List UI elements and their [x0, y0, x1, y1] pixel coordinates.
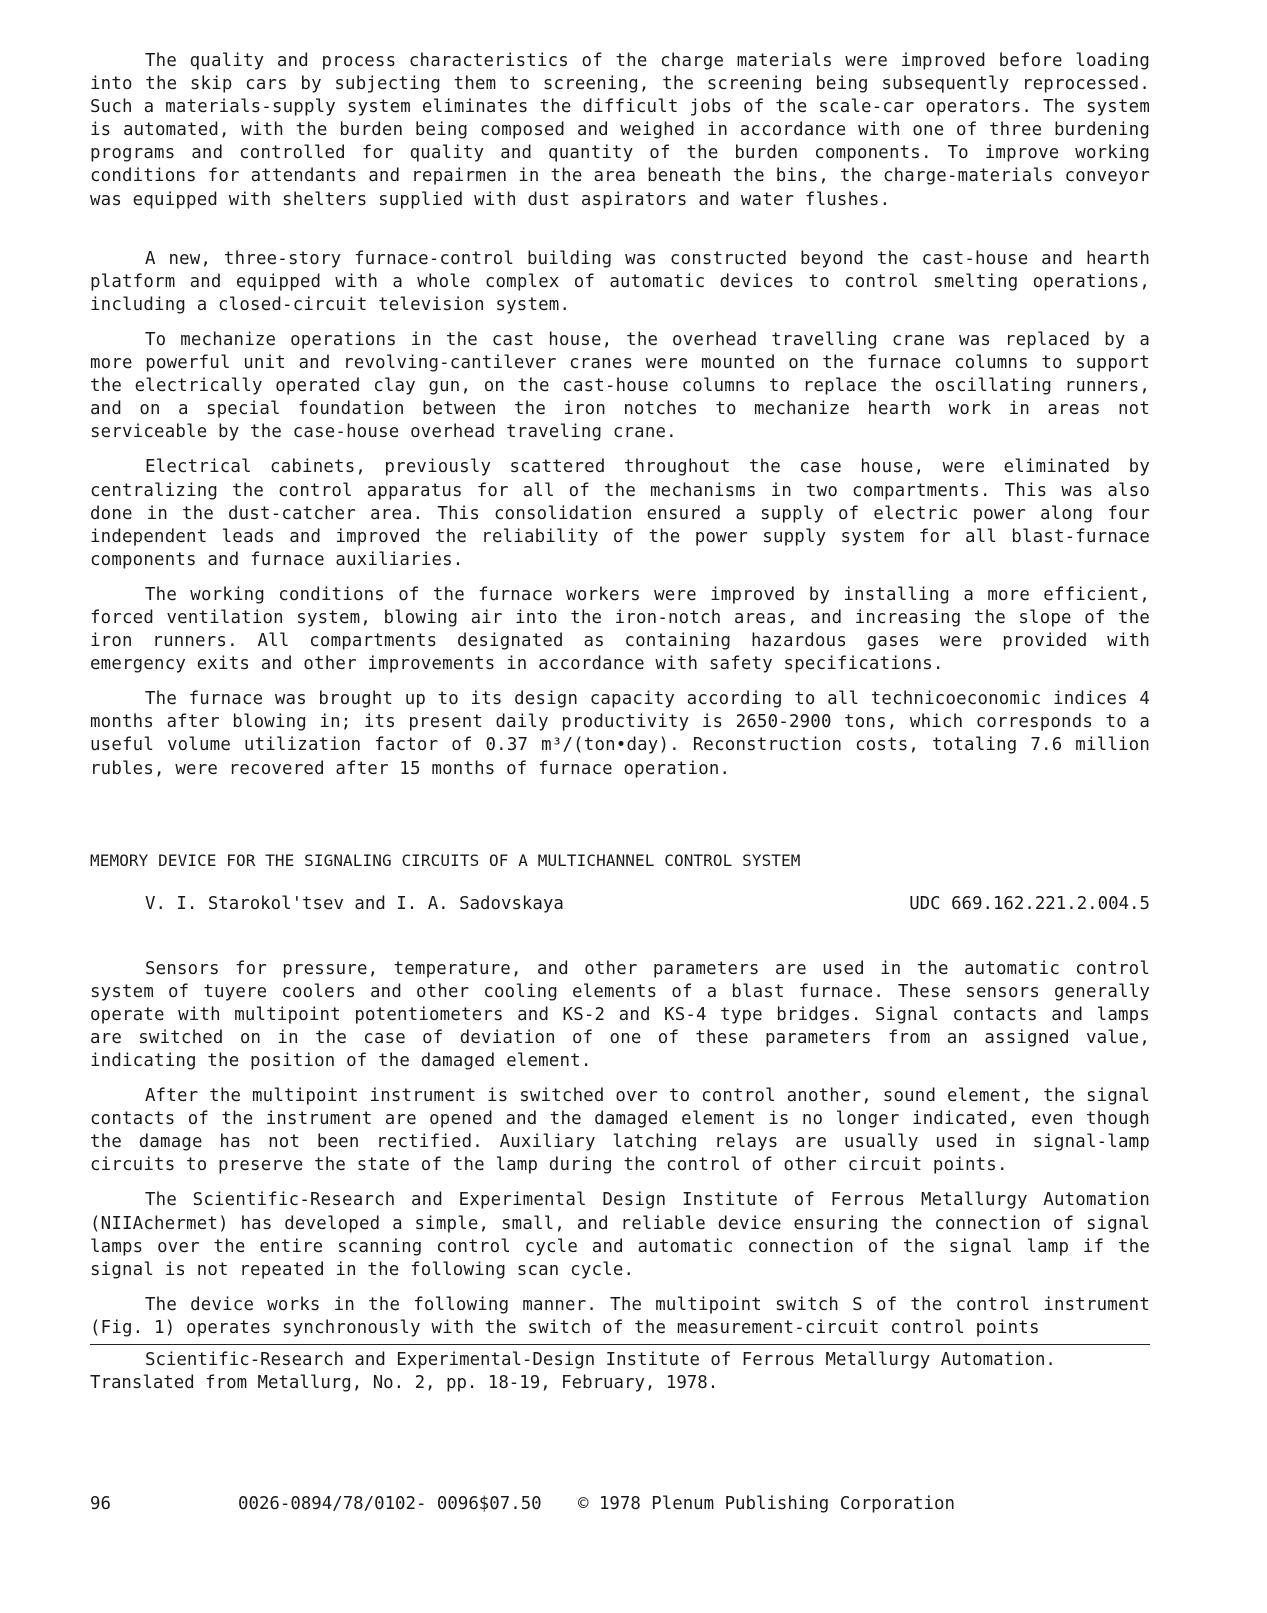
spacer [90, 444, 1150, 456]
udc-code: UDC 669.162.221.2.004.5 [909, 893, 1150, 914]
spacer [90, 676, 1150, 688]
paragraph-sensors: Sensors for pressure, temperature, and other parameters are used in the automatic control system of tuyere coolers and other cooling elements of a blast furnace. These sensors generally operate with multipoint potentiometers and KS-2 and KS-4 type bridges. Signal contacts and lamps are switched on in the case of deviation of one of these parameters from an assigned value, indicating the position of the damaged element. [90, 958, 1150, 1071]
page-body [90, 50, 1150, 1395]
page-number: 96 [90, 1494, 111, 1514]
spacer [90, 572, 1150, 584]
paragraph-charge-materials: The quality and process characteristics of the charge materials were improved before loading into the skip cars by subjecting them to screening, the screening being subsequently reprocessed. Such a materials-supply system eliminates the difficult jobs of the scale-car operators. The system is automated, with the burden being composed and weighed in accordance with one of three burdening programs and controlled for quality and quantity of the burden components. To improve working conditions for attendants and repairmen in the area beneath the bins, the charge-materials conveyor was equipped with shelters supplied with dust aspirators and water flushes. [90, 51, 1150, 210]
article-title: MEMORY DEVICE FOR THE SIGNALING CIRCUITS OF A MULTICHANNEL CONTROL SYSTEM [90, 850, 801, 870]
publication-code: 0026-0894/78/0102- 0096$07.50 [238, 1494, 542, 1514]
spacer [90, 212, 1150, 248]
footnote-rule [90, 1344, 1150, 1345]
spacer [90, 1177, 1150, 1189]
spacer [90, 1282, 1150, 1294]
spacer [90, 317, 1150, 329]
paragraph-design-capacity: The furnace was brought up to its design capacity according to all technicoeconomic indices 4 months after blowing in; its present daily productivity is 2650-2900 tons, which corresponds to a useful volume utilization factor of 0.37 m³/(ton•day). Reconstruction costs, totaling 7.6 million rubles, were recovered after 15 months of furnace operation. [90, 689, 1150, 779]
paragraph-multipoint: After the multipoint instrument is switched over to control another, sound element, the signal contacts of the instrument are opened and the damaged element is no longer indicated, even though the damage has not been rectified. Auxiliary latching relays are usually used in signal-lamp circuits to preserve the state of the lamp during the control of other circuit points. [90, 1086, 1150, 1176]
paragraph-niiachermet: The Scientific-Research and Experimental Design Institute of Ferrous Metallurgy Automation (NIIAchermet) has developed a simple, small, and reliable device ensuring the connection of signal lamps over the entire scanning control cycle and automatic connection of the signal lamp if the signal is not repeated in the following scan cycle. [90, 1190, 1150, 1280]
copyright: © 1978 Plenum Publishing Corporation [578, 1494, 955, 1514]
footnote: Scientific-Research and Experimental-Design Institute of Ferrous Metallurgy Automation. Translated from Metallurg, No. 2, pp. 18-19, February, 1978. [90, 1350, 1056, 1394]
spacer [90, 914, 1150, 958]
spacer [90, 1073, 1150, 1085]
authors: V. I. Starokol'tsev and I. A. Sadovskaya [145, 893, 564, 914]
paragraph-working-conditions: The working conditions of the furnace workers were improved by installing a more efficient, forced ventilation system, blowing air into the iron-notch areas, and increasing the slope of the iron runners. All compartments designated as containing hazardous gases were provided with emergency exits and other improvements in accordance with safety specifications. [90, 584, 1150, 675]
paragraph-control-building: A new, three-story furnace-control building was constructed beyond the cast-house and hearth platform and equipped with a whole complex of automatic devices to control smelting operations, including a closed-circuit television system. [90, 248, 1150, 315]
paragraph-cast-house: To mechanize operations in the cast house, the overhead travelling crane was replaced by a more powerful unit and revolving-cantilever cranes were mounted on the furnace columns to support the electrically operated clay gun, on the cast-house columns to replace the oscillating runners, and on a special foundation between the iron notches to mechanize hearth work in areas not serviceable by the case-house overhead traveling crane. [90, 329, 1150, 443]
paragraph-electrical-cabinets: Electrical cabinets, previously scattered throughout the case house, were eliminated by centralizing the control apparatus for all of the mechanisms in two compartments. This was also done in the dust-catcher area. This consolidation ensured a supply of electric power along four independent leads and improved the reliability of the power supply system for all blast-furnace components and furnace auxiliaries. [90, 457, 1150, 570]
byline [90, 894, 1150, 914]
spacer [90, 781, 1150, 851]
paragraph-device-works: The device works in the following manner. The multipoint switch S of the control instrument (Fig. 1) operates synchronously with the switch of the measurement-circuit control points [90, 1294, 1150, 1338]
